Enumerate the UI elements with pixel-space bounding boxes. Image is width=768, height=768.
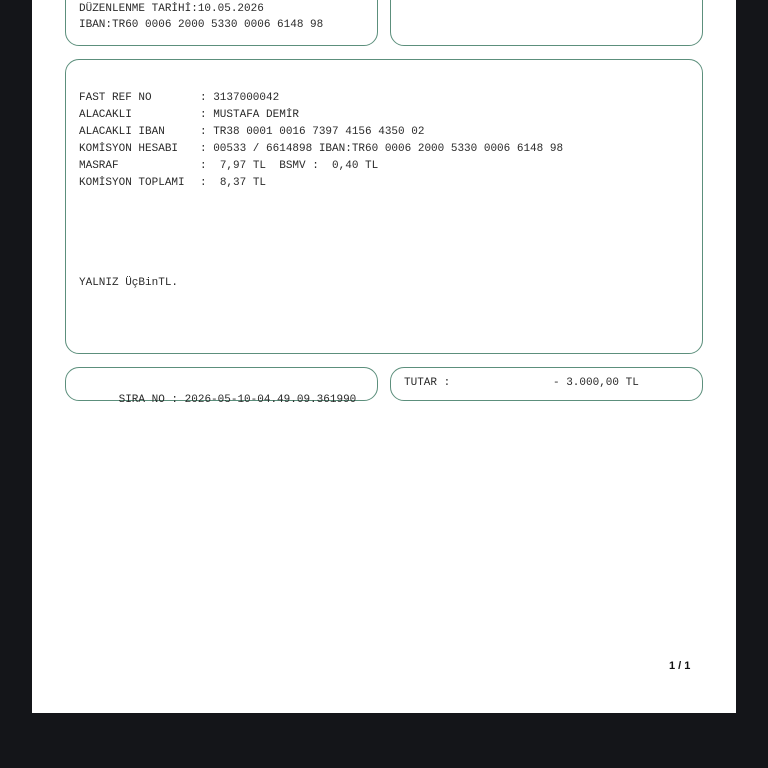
detail-value: MUSTAFA DEMİR	[213, 109, 300, 121]
transfer-details-box	[65, 59, 703, 354]
detail-value: 8,37 TL	[219, 177, 267, 189]
detail-separator: :	[200, 126, 214, 138]
detail-value: TR38 0001 0016 7397 4156 4350 02	[213, 126, 425, 138]
tutar-value: - 3.000,00 TL	[553, 377, 639, 389]
account-info-box	[65, 0, 378, 46]
detail-label: ALACAKLI	[79, 109, 132, 121]
header-right-box	[390, 0, 703, 46]
amount-box	[390, 367, 703, 401]
detail-row	[79, 124, 424, 141]
issue-date: DÜZENLENME TARİHİ:10.05.2026	[79, 3, 264, 15]
detail-value: 7,97 TL BSMV : 0,40 TL	[219, 160, 379, 172]
detail-label: KOMİSYON TOPLAMI	[79, 177, 185, 189]
detail-separator: :	[200, 177, 220, 189]
sira-no-label: SIRA NO :	[118, 394, 179, 406]
page-number: 1 / 1	[669, 660, 691, 672]
detail-label: FAST REF NO	[79, 92, 152, 104]
detail-value: 3137000042	[213, 92, 280, 104]
detail-label: ALACAKLI IBAN	[79, 126, 165, 138]
sira-no-value: 2026-05-10-04.49.09.361990	[184, 394, 357, 406]
detail-separator: :	[200, 143, 214, 155]
detail-label: KOMİSYON HESABI	[79, 143, 179, 155]
detail-row	[79, 107, 299, 124]
detail-label: MASRAF	[79, 160, 119, 172]
detail-row	[79, 158, 378, 175]
detail-value: 00533 / 6614898 IBAN:TR60 0006 2000 5330 0006 6148 98	[213, 143, 564, 155]
tutar-label: TUTAR :	[404, 377, 451, 389]
detail-separator: :	[200, 160, 220, 172]
sequence-number-box	[65, 367, 378, 406]
detail-separator: :	[200, 92, 214, 104]
receipt-page	[32, 0, 736, 713]
sender-iban: IBAN:TR60 0006 2000 5330 0006 6148 98	[79, 19, 324, 31]
detail-row	[79, 175, 266, 192]
detail-row	[79, 90, 279, 107]
amount-in-words: YALNIZ ÜçBinTL.	[79, 277, 179, 289]
detail-separator: :	[200, 109, 214, 121]
detail-row	[79, 141, 563, 158]
